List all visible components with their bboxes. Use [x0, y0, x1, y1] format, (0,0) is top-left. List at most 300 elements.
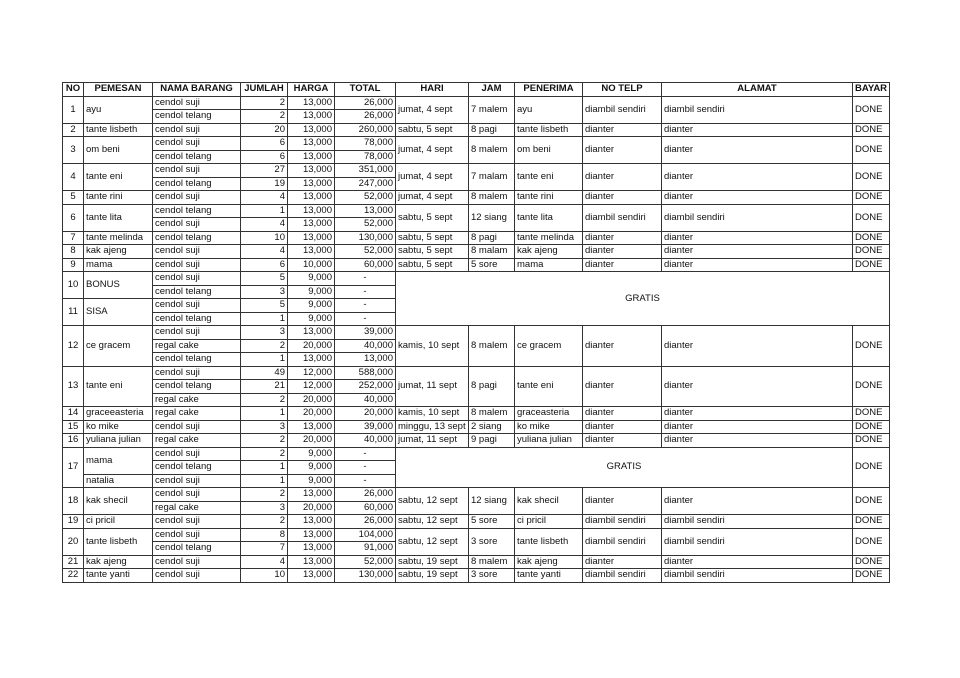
item-harga: 9,000	[288, 272, 335, 286]
item-total: 40,000	[335, 393, 396, 407]
order-no: 3	[63, 137, 84, 164]
order-bayar: DONE	[853, 528, 890, 555]
order-jam: 5 sore	[469, 258, 515, 272]
item-jumlah: 10	[241, 231, 288, 245]
order-bayar: DONE	[853, 366, 890, 407]
order-no: 15	[63, 420, 84, 434]
item-harga: 20,000	[288, 339, 335, 353]
order-hari: kamis, 10 sept	[396, 407, 469, 421]
item-harga: 13,000	[288, 150, 335, 164]
order-pemesan: tante rini	[84, 191, 153, 205]
order-pemesan: tante lisbeth	[84, 123, 153, 137]
item-jumlah: 3	[241, 420, 288, 434]
order-jam: 5 sore	[469, 515, 515, 529]
order-no: 2	[63, 123, 84, 137]
order-no-telp: diambil sendiri	[583, 569, 662, 583]
order-alamat: dianter	[662, 123, 853, 137]
order-penerima: yuliana julian	[515, 434, 583, 448]
item-name: cendol telang	[153, 380, 241, 394]
order-pemesan: tante yanti	[84, 569, 153, 583]
table-row	[63, 569, 890, 583]
order-no-telp: diambil sendiri	[583, 515, 662, 529]
order-penerima: mama	[515, 258, 583, 272]
header-total: TOTAL	[335, 83, 396, 97]
item-total: 52,000	[335, 245, 396, 259]
item-jumlah: 3	[241, 501, 288, 515]
order-jam: 3 sore	[469, 528, 515, 555]
item-name: cendol telang	[153, 542, 241, 556]
item-name: regal cake	[153, 434, 241, 448]
item-total: -	[335, 447, 396, 461]
order-alamat: dianter	[662, 164, 853, 191]
order-bayar: DONE	[853, 515, 890, 529]
order-bayar: DONE	[853, 191, 890, 205]
item-jumlah: 1	[241, 353, 288, 367]
order-jam: 2 siang	[469, 420, 515, 434]
item-name: cendol suji	[153, 420, 241, 434]
table-row	[63, 407, 890, 421]
table-row	[63, 258, 890, 272]
item-total: 20,000	[335, 407, 396, 421]
item-jumlah: 4	[241, 555, 288, 569]
header-row	[63, 83, 890, 97]
item-jumlah: 3	[241, 326, 288, 340]
order-jam: 8 pagi	[469, 231, 515, 245]
order-hari: kamis, 10 sept	[396, 326, 469, 367]
item-harga: 13,000	[288, 353, 335, 367]
item-jumlah: 4	[241, 245, 288, 259]
item-name: cendol suji	[153, 123, 241, 137]
item-harga: 12,000	[288, 380, 335, 394]
header-penerima: PENERIMA	[515, 83, 583, 97]
item-jumlah: 2	[241, 393, 288, 407]
table-row	[63, 204, 890, 218]
order-no: 10	[63, 272, 84, 299]
order-penerima: tante eni	[515, 164, 583, 191]
item-jumlah: 5	[241, 299, 288, 313]
item-total: -	[335, 299, 396, 313]
order-pemesan: yuliana julian	[84, 434, 153, 448]
order-bayar: DONE	[853, 447, 890, 488]
gratis-label: GRATIS	[396, 272, 890, 326]
gratis-label: GRATIS	[396, 447, 853, 488]
item-jumlah: 4	[241, 191, 288, 205]
order-jam: 8 malem	[469, 555, 515, 569]
order-pemesan: tante melinda	[84, 231, 153, 245]
item-harga: 9,000	[288, 461, 335, 475]
order-jam: 8 pagi	[469, 123, 515, 137]
item-harga: 13,000	[288, 204, 335, 218]
header-alamat: ALAMAT	[662, 83, 853, 97]
order-no-telp: dianter	[583, 137, 662, 164]
item-harga: 9,000	[288, 299, 335, 313]
item-jumlah: 3	[241, 285, 288, 299]
order-bayar: DONE	[853, 96, 890, 123]
order-no: 19	[63, 515, 84, 529]
order-no-telp: dianter	[583, 420, 662, 434]
item-jumlah: 2	[241, 96, 288, 110]
item-name: cendol suji	[153, 569, 241, 583]
table-row	[63, 555, 890, 569]
order-penerima: ce gracem	[515, 326, 583, 367]
item-name: cendol suji	[153, 515, 241, 529]
item-harga: 13,000	[288, 123, 335, 137]
order-no-telp: dianter	[583, 555, 662, 569]
table-row	[63, 447, 890, 461]
item-harga: 13,000	[288, 555, 335, 569]
order-jam: 9 pagi	[469, 434, 515, 448]
order-pemesan: BONUS	[84, 272, 153, 299]
item-name: cendol suji	[153, 245, 241, 259]
item-name: cendol suji	[153, 326, 241, 340]
order-no: 18	[63, 488, 84, 515]
item-harga: 9,000	[288, 447, 335, 461]
order-pemesan: ce gracem	[84, 326, 153, 367]
item-jumlah: 5	[241, 272, 288, 286]
table-row	[63, 366, 890, 380]
item-jumlah: 4	[241, 218, 288, 232]
item-total: 13,000	[335, 204, 396, 218]
item-name: cendol telang	[153, 461, 241, 475]
order-no-telp: dianter	[583, 366, 662, 407]
order-bayar: DONE	[853, 137, 890, 164]
item-name: cendol telang	[153, 231, 241, 245]
order-pemesan: SISA	[84, 299, 153, 326]
order-jam: 12 siang	[469, 204, 515, 231]
header-no-telp: NO TELP	[583, 83, 662, 97]
table-row	[63, 245, 890, 259]
order-no-telp: dianter	[583, 258, 662, 272]
item-name: regal cake	[153, 339, 241, 353]
item-name: regal cake	[153, 501, 241, 515]
item-harga: 13,000	[288, 245, 335, 259]
item-harga: 13,000	[288, 231, 335, 245]
order-jam: 7 malem	[469, 96, 515, 123]
item-harga: 13,000	[288, 110, 335, 124]
order-bayar: DONE	[853, 488, 890, 515]
order-no: 13	[63, 366, 84, 407]
order-bayar: DONE	[853, 434, 890, 448]
order-penerima: tante rini	[515, 191, 583, 205]
order-pemesan: ci pricil	[84, 515, 153, 529]
header-harga: HARGA	[288, 83, 335, 97]
order-alamat: diambil sendiri	[662, 528, 853, 555]
order-no-telp: dianter	[583, 164, 662, 191]
table-row	[63, 434, 890, 448]
order-alamat: dianter	[662, 191, 853, 205]
order-hari: sabtu, 5 sept	[396, 258, 469, 272]
order-jam: 12 siang	[469, 488, 515, 515]
table-row	[63, 272, 890, 286]
order-no-telp: diambil sendiri	[583, 96, 662, 123]
order-pemesan: kak ajeng	[84, 245, 153, 259]
order-no-telp: diambil sendiri	[583, 528, 662, 555]
item-harga: 9,000	[288, 285, 335, 299]
item-jumlah: 2	[241, 110, 288, 124]
order-no: 22	[63, 569, 84, 583]
item-name: cendol telang	[153, 150, 241, 164]
order-jam: 8 malem	[469, 326, 515, 367]
item-harga: 13,000	[288, 488, 335, 502]
item-name: cendol telang	[153, 285, 241, 299]
item-jumlah: 2	[241, 488, 288, 502]
order-jam: 7 malam	[469, 164, 515, 191]
order-jam: 8 malem	[469, 191, 515, 205]
header-nama-barang: NAMA BARANG	[153, 83, 241, 97]
order-penerima: tante eni	[515, 366, 583, 407]
table-row	[63, 326, 890, 340]
order-hari: jumat, 4 sept	[396, 137, 469, 164]
order-hari: minggu, 13 sept	[396, 420, 469, 434]
header-bayar: BAYAR	[853, 83, 890, 97]
order-jam: 8 malem	[469, 137, 515, 164]
order-bayar: DONE	[853, 231, 890, 245]
order-alamat: diambil sendiri	[662, 96, 853, 123]
order-penerima: tante lisbeth	[515, 123, 583, 137]
order-no: 5	[63, 191, 84, 205]
order-alamat: diambil sendiri	[662, 204, 853, 231]
item-total: 40,000	[335, 434, 396, 448]
item-jumlah: 1	[241, 312, 288, 326]
item-harga: 13,000	[288, 542, 335, 556]
order-penerima: tante lita	[515, 204, 583, 231]
item-name: cendol suji	[153, 366, 241, 380]
item-total: -	[335, 474, 396, 488]
table-row	[63, 123, 890, 137]
order-alamat: dianter	[662, 420, 853, 434]
order-alamat: dianter	[662, 366, 853, 407]
item-name: regal cake	[153, 393, 241, 407]
item-harga: 13,000	[288, 191, 335, 205]
order-alamat: diambil sendiri	[662, 569, 853, 583]
order-pemesan: tante eni	[84, 164, 153, 191]
order-no: 17	[63, 447, 84, 488]
order-no: 20	[63, 528, 84, 555]
order-alamat: dianter	[662, 488, 853, 515]
item-name: cendol suji	[153, 488, 241, 502]
order-alamat: diambil sendiri	[662, 515, 853, 529]
header-jam: JAM	[469, 83, 515, 97]
item-jumlah: 2	[241, 434, 288, 448]
item-harga: 13,000	[288, 96, 335, 110]
order-hari: sabtu, 19 sept	[396, 569, 469, 583]
item-name: cendol suji	[153, 137, 241, 151]
item-name: cendol suji	[153, 218, 241, 232]
table-row	[63, 488, 890, 502]
order-pemesan: mama	[84, 447, 153, 474]
item-harga: 13,000	[288, 420, 335, 434]
order-alamat: dianter	[662, 231, 853, 245]
item-total: 247,000	[335, 177, 396, 191]
order-bayar: DONE	[853, 569, 890, 583]
orders-table	[62, 82, 890, 583]
item-total: 104,000	[335, 528, 396, 542]
order-penerima: ko mike	[515, 420, 583, 434]
order-no: 16	[63, 434, 84, 448]
item-harga: 20,000	[288, 434, 335, 448]
item-harga: 13,000	[288, 137, 335, 151]
order-pemesan: tante lita	[84, 204, 153, 231]
order-no: 21	[63, 555, 84, 569]
order-no: 14	[63, 407, 84, 421]
order-bayar: DONE	[853, 204, 890, 231]
item-jumlah: 8	[241, 528, 288, 542]
item-total: -	[335, 461, 396, 475]
item-total: -	[335, 285, 396, 299]
item-total: 351,000	[335, 164, 396, 178]
item-harga: 12,000	[288, 366, 335, 380]
order-pemesan: om beni	[84, 137, 153, 164]
order-no-telp: dianter	[583, 123, 662, 137]
order-pemesan: tante lisbeth	[84, 528, 153, 555]
order-bayar: DONE	[853, 407, 890, 421]
item-jumlah: 10	[241, 569, 288, 583]
item-total: 60,000	[335, 258, 396, 272]
order-hari: sabtu, 12 sept	[396, 488, 469, 515]
item-harga: 13,000	[288, 177, 335, 191]
item-total: -	[335, 312, 396, 326]
item-total: 130,000	[335, 569, 396, 583]
item-total: 78,000	[335, 137, 396, 151]
order-alamat: dianter	[662, 407, 853, 421]
order-hari: sabtu, 19 sept	[396, 555, 469, 569]
table-row	[63, 515, 890, 529]
item-harga: 13,000	[288, 515, 335, 529]
item-jumlah: 20	[241, 123, 288, 137]
order-penerima: tante yanti	[515, 569, 583, 583]
item-jumlah: 19	[241, 177, 288, 191]
order-no: 4	[63, 164, 84, 191]
item-name: cendol suji	[153, 528, 241, 542]
order-no: 12	[63, 326, 84, 367]
order-hari: sabtu, 5 sept	[396, 204, 469, 231]
item-jumlah: 1	[241, 474, 288, 488]
item-total: 39,000	[335, 420, 396, 434]
order-hari: sabtu, 12 sept	[396, 528, 469, 555]
table-row	[63, 191, 890, 205]
item-total: 26,000	[335, 96, 396, 110]
order-bayar: DONE	[853, 326, 890, 367]
item-total: 52,000	[335, 191, 396, 205]
item-name: cendol telang	[153, 312, 241, 326]
order-hari: jumat, 4 sept	[396, 191, 469, 205]
order-pemesan: ko mike	[84, 420, 153, 434]
order-pemesan: ayu	[84, 96, 153, 123]
item-jumlah: 1	[241, 461, 288, 475]
item-jumlah: 6	[241, 137, 288, 151]
item-name: cendol telang	[153, 353, 241, 367]
item-total: 26,000	[335, 110, 396, 124]
order-penerima: tante melinda	[515, 231, 583, 245]
order-hari: sabtu, 5 sept	[396, 231, 469, 245]
item-name: cendol suji	[153, 555, 241, 569]
order-penerima: kak ajeng	[515, 245, 583, 259]
item-name: cendol suji	[153, 96, 241, 110]
item-harga: 13,000	[288, 569, 335, 583]
order-alamat: dianter	[662, 434, 853, 448]
order-alamat: dianter	[662, 258, 853, 272]
order-bayar: DONE	[853, 245, 890, 259]
order-pemesan: kak shecil	[84, 488, 153, 515]
order-no-telp: dianter	[583, 488, 662, 515]
item-total: 52,000	[335, 555, 396, 569]
order-no: 7	[63, 231, 84, 245]
item-name: cendol suji	[153, 299, 241, 313]
order-hari: sabtu, 5 sept	[396, 245, 469, 259]
order-penerima: kak ajeng	[515, 555, 583, 569]
item-jumlah: 49	[241, 366, 288, 380]
item-harga: 9,000	[288, 312, 335, 326]
item-total: 40,000	[335, 339, 396, 353]
order-no: 1	[63, 96, 84, 123]
order-pemesan: natalia	[84, 474, 153, 488]
item-jumlah: 2	[241, 515, 288, 529]
header-jumlah: JUMLAH	[241, 83, 288, 97]
item-name: cendol telang	[153, 204, 241, 218]
order-bayar: DONE	[853, 164, 890, 191]
order-jam: 8 pagi	[469, 366, 515, 407]
order-pemesan: graceeasteria	[84, 407, 153, 421]
order-bayar: DONE	[853, 123, 890, 137]
item-jumlah: 21	[241, 380, 288, 394]
item-total: 60,000	[335, 501, 396, 515]
table-row	[63, 528, 890, 542]
order-jam: 3 sore	[469, 569, 515, 583]
item-total: 39,000	[335, 326, 396, 340]
item-total: -	[335, 272, 396, 286]
item-total: 26,000	[335, 515, 396, 529]
order-no-telp: dianter	[583, 407, 662, 421]
item-name: regal cake	[153, 407, 241, 421]
order-pemesan: tante eni	[84, 366, 153, 407]
item-harga: 10,000	[288, 258, 335, 272]
order-alamat: dianter	[662, 137, 853, 164]
item-jumlah: 1	[241, 204, 288, 218]
item-total: 26,000	[335, 488, 396, 502]
item-total: 130,000	[335, 231, 396, 245]
order-hari: sabtu, 5 sept	[396, 123, 469, 137]
order-no: 6	[63, 204, 84, 231]
order-no: 11	[63, 299, 84, 326]
order-no: 9	[63, 258, 84, 272]
order-hari: sabtu, 12 sept	[396, 515, 469, 529]
item-total: 252,000	[335, 380, 396, 394]
order-pemesan: mama	[84, 258, 153, 272]
order-penerima: kak shecil	[515, 488, 583, 515]
order-penerima: ayu	[515, 96, 583, 123]
order-no-telp: dianter	[583, 434, 662, 448]
header-no: NO	[63, 83, 84, 97]
item-harga: 20,000	[288, 501, 335, 515]
order-no: 8	[63, 245, 84, 259]
order-no-telp: dianter	[583, 191, 662, 205]
item-harga: 13,000	[288, 528, 335, 542]
order-no-telp: dianter	[583, 245, 662, 259]
order-penerima: graceasteria	[515, 407, 583, 421]
order-bayar: DONE	[853, 420, 890, 434]
item-jumlah: 2	[241, 447, 288, 461]
table-row	[63, 96, 890, 110]
item-total: 78,000	[335, 150, 396, 164]
order-no-telp: diambil sendiri	[583, 204, 662, 231]
item-jumlah: 1	[241, 407, 288, 421]
table-row	[63, 231, 890, 245]
order-hari: jumat, 4 sept	[396, 96, 469, 123]
item-harga: 20,000	[288, 407, 335, 421]
order-penerima: tante lisbeth	[515, 528, 583, 555]
order-penerima: om beni	[515, 137, 583, 164]
item-name: cendol telang	[153, 177, 241, 191]
